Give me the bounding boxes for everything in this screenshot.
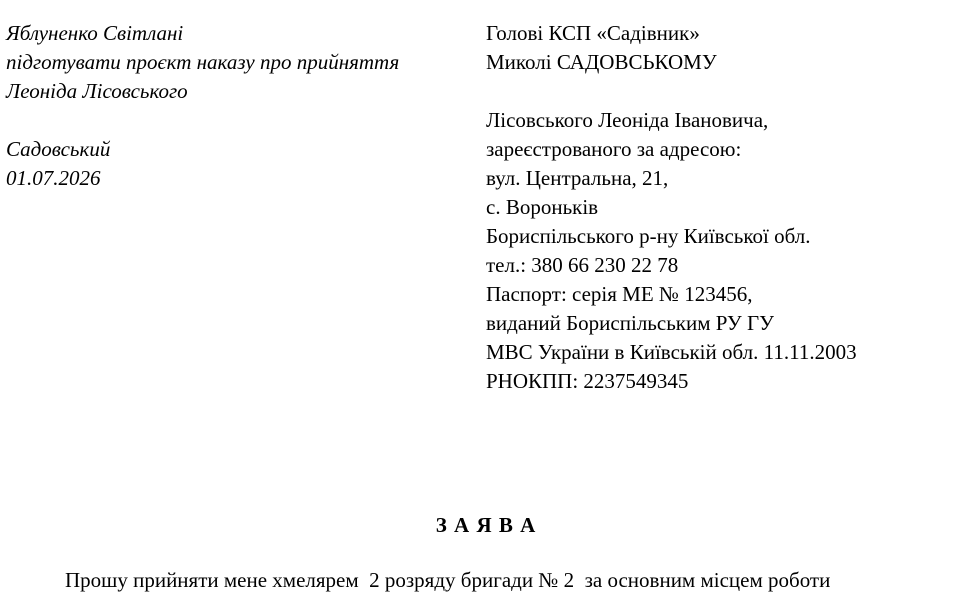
applicant-line: зареєстрованого за адресою: [486, 137, 742, 161]
resolution-spacer [6, 106, 476, 135]
applicant-line: Бориспільського р-ну Київської обл. [486, 224, 811, 248]
resolution-date: 01.07.2026 [6, 166, 101, 190]
document-title: З А Я В А [435, 513, 537, 537]
recipient-line: Голові КСП «Садівник» [486, 21, 700, 45]
resolution-signature: Садовський [6, 137, 111, 161]
applicant-line: вул. Центральна, 21, [486, 166, 669, 190]
resolution-block [6, 19, 476, 193]
applicant-line: МВС України в Київській обл. 11.11.2003 [486, 340, 857, 364]
applicant-line: Паспорт: серія МЕ № 123456, [486, 282, 753, 306]
resolution-line: Яблуненко Світлані [6, 21, 184, 45]
applicant-line: Лісовського Леоніда Івановича, [486, 108, 769, 132]
application-body-text: Прошу прийняти мене хмелярем 2 розряду бригади № 2 за основним місцем роботи [65, 568, 831, 592]
resolution-line: підготувати проєкт наказу про прийняття [6, 50, 400, 74]
resolution-line: Леоніда Лісовського [6, 79, 188, 103]
applicant-line: РНОКПП: 2237549345 [486, 369, 689, 393]
addressee-spacer [486, 77, 966, 106]
applicant-line: с. Вороньків [486, 195, 599, 219]
addressee-block [486, 19, 966, 396]
applicant-line: виданий Бориспільським РУ ГУ [486, 311, 775, 335]
applicant-line: тел.: 380 66 230 22 78 [486, 253, 679, 277]
recipient-line: Миколі САДОВСЬКОМУ [486, 50, 717, 74]
